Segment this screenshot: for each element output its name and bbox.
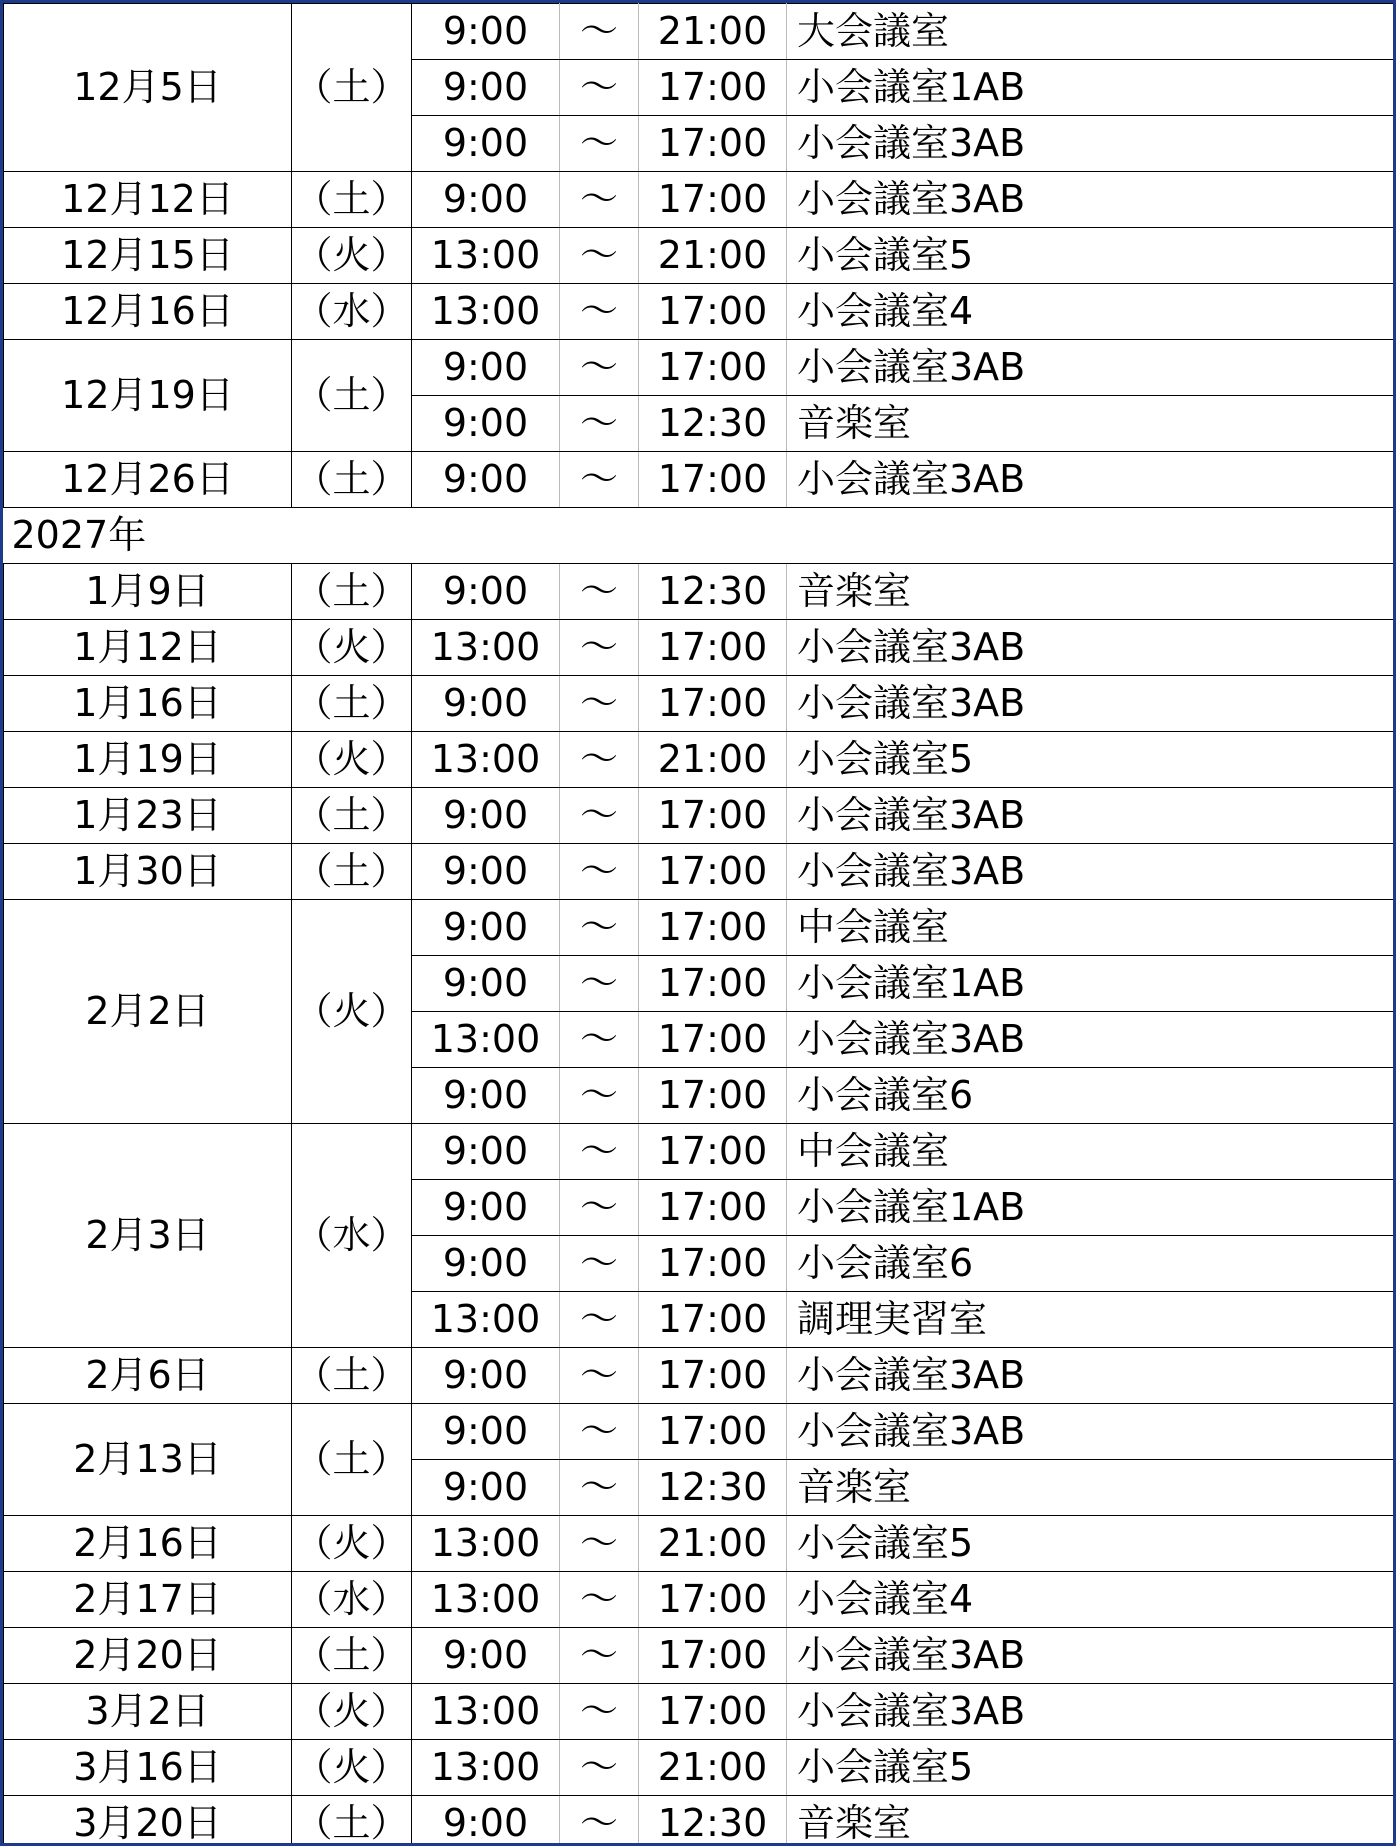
date-cell: 1月30日 <box>4 844 292 900</box>
table-row <box>4 1628 1394 1684</box>
room-name-cell: 小会議室3AB <box>787 788 1394 844</box>
weekday-cell: （土） <box>292 788 412 844</box>
end-time-cell: 12:30 <box>639 1460 787 1516</box>
start-time-cell: 9:00 <box>412 676 560 732</box>
range-separator-cell: ～ <box>560 956 639 1012</box>
table-row <box>4 844 1394 900</box>
table-row <box>4 4 1394 60</box>
range-separator-cell: ～ <box>560 1740 639 1796</box>
room-name-cell: 小会議室3AB <box>787 452 1394 508</box>
range-separator-cell: ～ <box>560 1348 639 1404</box>
end-time-cell: 17:00 <box>639 788 787 844</box>
weekday-cell: （土） <box>292 676 412 732</box>
start-time-cell: 13:00 <box>412 1516 560 1572</box>
end-time-cell: 21:00 <box>639 1516 787 1572</box>
start-time-cell: 9:00 <box>412 1348 560 1404</box>
range-separator-cell: ～ <box>560 452 639 508</box>
start-time-cell: 13:00 <box>412 228 560 284</box>
schedule-table <box>3 3 1394 1846</box>
table-row <box>4 1684 1394 1740</box>
table-row <box>4 284 1394 340</box>
weekday-cell: （土） <box>292 1628 412 1684</box>
weekday-cell: （火） <box>292 228 412 284</box>
room-name-cell: 小会議室3AB <box>787 676 1394 732</box>
room-name-cell: 小会議室1AB <box>787 60 1394 116</box>
room-name-cell: 小会議室3AB <box>787 844 1394 900</box>
range-separator-cell: ～ <box>560 284 639 340</box>
room-name-cell: 音楽室 <box>787 396 1394 452</box>
range-separator-cell: ～ <box>560 1516 639 1572</box>
start-time-cell: 9:00 <box>412 1796 560 1846</box>
range-separator-cell: ～ <box>560 116 639 172</box>
weekday-cell: （火） <box>292 620 412 676</box>
start-time-cell: 9:00 <box>412 956 560 1012</box>
weekday-cell: （土） <box>292 1348 412 1404</box>
start-time-cell: 9:00 <box>412 1236 560 1292</box>
date-cell: 2月17日 <box>4 1572 292 1628</box>
room-name-cell: 小会議室5 <box>787 732 1394 788</box>
start-time-cell: 9:00 <box>412 60 560 116</box>
table-row <box>4 564 1394 620</box>
room-name-cell: 中会議室 <box>787 900 1394 956</box>
end-time-cell: 17:00 <box>639 1292 787 1348</box>
end-time-cell: 21:00 <box>639 1740 787 1796</box>
room-name-cell: 音楽室 <box>787 1460 1394 1516</box>
date-cell: 12月5日 <box>4 4 292 172</box>
weekday-cell: （土） <box>292 1796 412 1846</box>
room-name-cell: 小会議室3AB <box>787 340 1394 396</box>
date-cell: 12月19日 <box>4 340 292 452</box>
date-cell: 1月23日 <box>4 788 292 844</box>
schedule-body-2026 <box>4 4 1394 508</box>
weekday-cell: （火） <box>292 900 412 1124</box>
end-time-cell: 17:00 <box>639 1628 787 1684</box>
date-cell: 12月12日 <box>4 172 292 228</box>
range-separator-cell: ～ <box>560 788 639 844</box>
weekday-cell: （土） <box>292 452 412 508</box>
table-row <box>4 1796 1394 1846</box>
range-separator-cell: ～ <box>560 1796 639 1846</box>
range-separator-cell: ～ <box>560 620 639 676</box>
start-time-cell: 9:00 <box>412 788 560 844</box>
table-row <box>4 900 1394 956</box>
start-time-cell: 9:00 <box>412 452 560 508</box>
weekday-cell: （土） <box>292 340 412 452</box>
table-row <box>4 1124 1394 1180</box>
date-cell: 3月16日 <box>4 1740 292 1796</box>
end-time-cell: 17:00 <box>639 1404 787 1460</box>
end-time-cell: 17:00 <box>639 284 787 340</box>
date-cell: 12月15日 <box>4 228 292 284</box>
schedule-body-2027 <box>4 564 1394 1846</box>
end-time-cell: 17:00 <box>639 1068 787 1124</box>
table-row <box>4 452 1394 508</box>
range-separator-cell: ～ <box>560 1460 639 1516</box>
date-cell: 3月2日 <box>4 1684 292 1740</box>
table-row <box>4 1404 1394 1460</box>
range-separator-cell: ～ <box>560 228 639 284</box>
range-separator-cell: ～ <box>560 60 639 116</box>
date-cell: 2月2日 <box>4 900 292 1124</box>
weekday-cell: （火） <box>292 732 412 788</box>
date-cell: 2月6日 <box>4 1348 292 1404</box>
end-time-cell: 17:00 <box>639 1012 787 1068</box>
table-row <box>4 1572 1394 1628</box>
end-time-cell: 17:00 <box>639 1348 787 1404</box>
year-row <box>4 508 1394 564</box>
table-row <box>4 1740 1394 1796</box>
end-time-cell: 17:00 <box>639 116 787 172</box>
start-time-cell: 13:00 <box>412 1684 560 1740</box>
end-time-cell: 17:00 <box>639 1236 787 1292</box>
range-separator-cell: ～ <box>560 1684 639 1740</box>
weekday-cell: （水） <box>292 1124 412 1348</box>
range-separator-cell: ～ <box>560 340 639 396</box>
room-name-cell: 中会議室 <box>787 1124 1394 1180</box>
range-separator-cell: ～ <box>560 1180 639 1236</box>
room-name-cell: 小会議室5 <box>787 1516 1394 1572</box>
range-separator-cell: ～ <box>560 844 639 900</box>
range-separator-cell: ～ <box>560 676 639 732</box>
range-separator-cell: ～ <box>560 1124 639 1180</box>
date-cell: 12月16日 <box>4 284 292 340</box>
start-time-cell: 9:00 <box>412 1460 560 1516</box>
weekday-cell: （火） <box>292 1740 412 1796</box>
room-name-cell: 小会議室3AB <box>787 172 1394 228</box>
range-separator-cell: ～ <box>560 732 639 788</box>
table-row <box>4 788 1394 844</box>
date-cell: 1月12日 <box>4 620 292 676</box>
table-row <box>4 340 1394 396</box>
start-time-cell: 9:00 <box>412 1628 560 1684</box>
weekday-cell: （水） <box>292 1572 412 1628</box>
range-separator-cell: ～ <box>560 1628 639 1684</box>
table-row <box>4 676 1394 732</box>
start-time-cell: 9:00 <box>412 900 560 956</box>
start-time-cell: 9:00 <box>412 4 560 60</box>
date-cell: 2月3日 <box>4 1124 292 1348</box>
room-name-cell: 小会議室3AB <box>787 1684 1394 1740</box>
date-cell: 2月13日 <box>4 1404 292 1516</box>
weekday-cell: （土） <box>292 564 412 620</box>
start-time-cell: 13:00 <box>412 1740 560 1796</box>
room-name-cell: 音楽室 <box>787 564 1394 620</box>
start-time-cell: 13:00 <box>412 620 560 676</box>
date-cell: 2月20日 <box>4 1628 292 1684</box>
room-name-cell: 小会議室3AB <box>787 620 1394 676</box>
start-time-cell: 9:00 <box>412 396 560 452</box>
range-separator-cell: ～ <box>560 1012 639 1068</box>
end-time-cell: 17:00 <box>639 340 787 396</box>
range-separator-cell: ～ <box>560 1572 639 1628</box>
range-separator-cell: ～ <box>560 172 639 228</box>
end-time-cell: 21:00 <box>639 228 787 284</box>
range-separator-cell: ～ <box>560 1068 639 1124</box>
start-time-cell: 9:00 <box>412 116 560 172</box>
room-name-cell: 小会議室1AB <box>787 1180 1394 1236</box>
range-separator-cell: ～ <box>560 1236 639 1292</box>
table-row <box>4 228 1394 284</box>
end-time-cell: 17:00 <box>639 1572 787 1628</box>
end-time-cell: 12:30 <box>639 396 787 452</box>
room-name-cell: 小会議室4 <box>787 284 1394 340</box>
range-separator-cell: ～ <box>560 900 639 956</box>
room-name-cell: 小会議室3AB <box>787 1012 1394 1068</box>
room-name-cell: 小会議室4 <box>787 1572 1394 1628</box>
date-cell: 3月20日 <box>4 1796 292 1846</box>
room-name-cell: 小会議室3AB <box>787 116 1394 172</box>
end-time-cell: 12:30 <box>639 1796 787 1846</box>
end-time-cell: 17:00 <box>639 676 787 732</box>
weekday-cell: （土） <box>292 172 412 228</box>
end-time-cell: 17:00 <box>639 844 787 900</box>
table-row <box>4 1516 1394 1572</box>
start-time-cell: 9:00 <box>412 1068 560 1124</box>
table-row <box>4 1348 1394 1404</box>
range-separator-cell: ～ <box>560 396 639 452</box>
weekday-cell: （土） <box>292 4 412 172</box>
room-name-cell: 小会議室6 <box>787 1236 1394 1292</box>
start-time-cell: 9:00 <box>412 1180 560 1236</box>
room-name-cell: 音楽室 <box>787 1796 1394 1846</box>
date-cell: 1月19日 <box>4 732 292 788</box>
year-label: 2027年 <box>4 508 1394 564</box>
room-name-cell: 小会議室6 <box>787 1068 1394 1124</box>
date-cell: 1月9日 <box>4 564 292 620</box>
start-time-cell: 13:00 <box>412 1012 560 1068</box>
room-name-cell: 大会議室 <box>787 4 1394 60</box>
room-name-cell: 小会議室3AB <box>787 1404 1394 1460</box>
weekday-cell: （火） <box>292 1516 412 1572</box>
start-time-cell: 9:00 <box>412 1124 560 1180</box>
room-name-cell: 小会議室5 <box>787 228 1394 284</box>
end-time-cell: 21:00 <box>639 4 787 60</box>
start-time-cell: 9:00 <box>412 844 560 900</box>
end-time-cell: 17:00 <box>639 1180 787 1236</box>
room-name-cell: 小会議室3AB <box>787 1628 1394 1684</box>
room-name-cell: 小会議室5 <box>787 1740 1394 1796</box>
date-cell: 1月16日 <box>4 676 292 732</box>
end-time-cell: 21:00 <box>639 732 787 788</box>
range-separator-cell: ～ <box>560 564 639 620</box>
end-time-cell: 17:00 <box>639 620 787 676</box>
start-time-cell: 9:00 <box>412 1404 560 1460</box>
start-time-cell: 13:00 <box>412 1572 560 1628</box>
end-time-cell: 17:00 <box>639 452 787 508</box>
date-cell: 12月26日 <box>4 452 292 508</box>
end-time-cell: 17:00 <box>639 172 787 228</box>
room-name-cell: 調理実習室 <box>787 1292 1394 1348</box>
start-time-cell: 9:00 <box>412 564 560 620</box>
end-time-cell: 17:00 <box>639 956 787 1012</box>
end-time-cell: 17:00 <box>639 60 787 116</box>
table-row <box>4 620 1394 676</box>
end-time-cell: 12:30 <box>639 564 787 620</box>
weekday-cell: （水） <box>292 284 412 340</box>
table-row <box>4 172 1394 228</box>
table-row <box>4 732 1394 788</box>
end-time-cell: 17:00 <box>639 1684 787 1740</box>
range-separator-cell: ～ <box>560 1292 639 1348</box>
weekday-cell: （土） <box>292 844 412 900</box>
range-separator-cell: ～ <box>560 1404 639 1460</box>
range-separator-cell: ～ <box>560 4 639 60</box>
start-time-cell: 13:00 <box>412 284 560 340</box>
start-time-cell: 13:00 <box>412 732 560 788</box>
room-name-cell: 小会議室1AB <box>787 956 1394 1012</box>
end-time-cell: 17:00 <box>639 900 787 956</box>
room-name-cell: 小会議室3AB <box>787 1348 1394 1404</box>
year-row-group <box>4 508 1394 564</box>
weekday-cell: （火） <box>292 1684 412 1740</box>
start-time-cell: 13:00 <box>412 1292 560 1348</box>
end-time-cell: 17:00 <box>639 1124 787 1180</box>
weekday-cell: （土） <box>292 1404 412 1516</box>
start-time-cell: 9:00 <box>412 340 560 396</box>
start-time-cell: 9:00 <box>412 172 560 228</box>
date-cell: 2月16日 <box>4 1516 292 1572</box>
